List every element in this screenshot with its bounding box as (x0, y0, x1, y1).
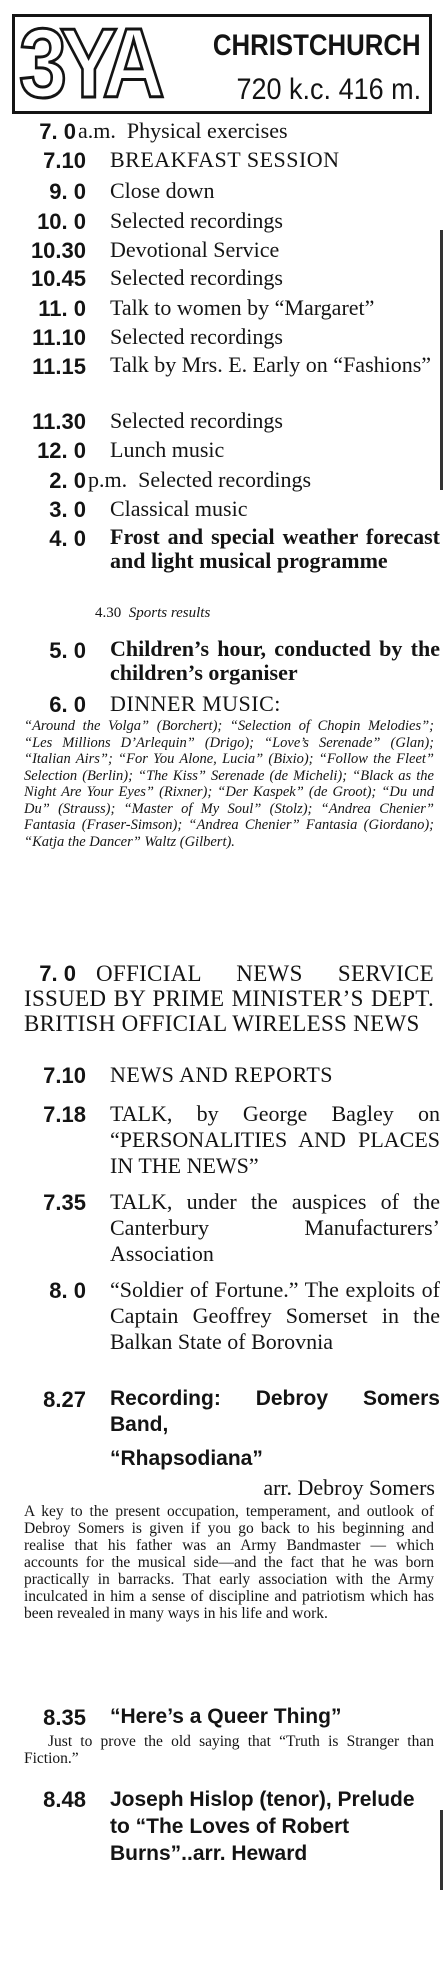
schedule-time: 7.10 (43, 1063, 86, 1088)
station-logo: 3YA (19, 8, 158, 118)
schedule-time: 5. 0 (49, 638, 86, 663)
schedule-time: 8. 0 (49, 1278, 86, 1303)
schedule-time: 2. 0 (49, 468, 86, 493)
feature-paragraph: A key to the present occupation, temperament, and outlook of Debroy Somers is given if you go back to his beginning and realise that his father was an Army Bandmaster — which accounts for the musical side—and the fact that he was born practically in barracks. That early association with the Army inculcated in him a sense of discipline and patriotism which has been revealed in many ways in his life and work. (24, 1503, 434, 1622)
station-frequency: 720 k.c. 416 m. (236, 73, 421, 106)
schedule-title: Talk to women by “Margaret” (110, 295, 375, 320)
schedule-title: Selected recordings (110, 208, 283, 233)
official-news-heading: OFFICIAL NEWS SERVICE ISSUED BY PRIME MINISTER’S DEPT. BRITISH OFFICIAL WIRELESS NEWS (24, 961, 434, 1036)
schedule-title: “Here’s a Queer Thing” (110, 1705, 342, 1728)
schedule-title: Frost and special weather forecast and light musical programme (110, 524, 440, 573)
schedule-time: 10.45 (30, 266, 86, 291)
piece-title: “Rhapsodiana” (110, 1447, 263, 1470)
schedule-time: 9. 0 (49, 179, 86, 204)
schedule-title: Selected recordings (110, 324, 283, 349)
schedule-title: Lunch music (110, 437, 225, 462)
schedule-title: “Soldier of Fortune.” The exploits of Captain Geoffrey Somerset in the Balkan State of Borovnia (110, 1277, 440, 1354)
schedule-title: Children’s hour, conducted by the children’s organiser (110, 636, 440, 685)
schedule-title: Close down (110, 178, 215, 203)
schedule-time: 8.48 (43, 1787, 86, 1812)
schedule-time: 7.35 (43, 1190, 86, 1215)
schedule-title: Physical exercises (126, 118, 288, 143)
schedule-title: Classical music (110, 496, 248, 521)
note-text: Sports results (128, 605, 211, 621)
schedule-title: NEWS AND REPORTS (110, 1062, 334, 1087)
dinner-music-list: “Around the Volga” (Borchert); “Selection of Chopin Melodies”; “Les Millions D’Arlequin” (Drigo); “Love’s Serenade” (Glan); “Italian Airs”; “For You Alone, Lucia” (Bixio); “Follow the Fleet” Selection (Berlin); “The Kiss” Serenade (de Micheli); “Black as the Night Are Your Eyes” (Rixner); “Der Kaspek” (de Groot); “Du und Du” (Strauss); “Master of My Soul” (Stolz); “Andrea Chenier” Fantasia (Fraser-Simson); “Andrea Chenier” Fantasia (Giordano); “Katja the Dancer” Waltz (Gilbert). (24, 718, 434, 850)
schedule-time: 4. 0 (49, 526, 86, 551)
schedule-title: TALK, by George Bagley on “PERSONALITIES AND PLACES IN THE NEWS” (110, 1101, 440, 1178)
schedule-time: 8.27 (43, 1387, 86, 1412)
schedule-time: 11.15 (32, 354, 86, 379)
schedule-time: 12. 0 (37, 438, 86, 463)
schedule-title: Devotional Service (110, 237, 280, 262)
schedule-title: Selected recordings (138, 467, 311, 492)
schedule-title: DINNER MUSIC: (110, 691, 281, 716)
schedule-time: 11.30 (32, 409, 86, 434)
schedule-title: Selected recordings (110, 265, 283, 290)
schedule-title: Joseph Hislop (tenor), Prelude to “The Loves of Robert Burns”..arr. Heward (110, 1788, 415, 1865)
schedule-title: Selected recordings (110, 408, 283, 433)
schedule-title: Recording: Debroy Somers Band, (110, 1387, 440, 1436)
station-name: CHRISTCHURCH (213, 29, 421, 62)
schedule-time: 11. 0 (38, 296, 86, 321)
schedule-time: 10. 0 (37, 209, 86, 234)
arranger-credit: arr. Debroy Somers (263, 1475, 435, 1500)
page-edge-rule (440, 230, 443, 490)
schedule-time: 7. 0 (39, 119, 76, 144)
note-time: 4.30 (95, 605, 122, 621)
time-suffix: a.m. (78, 118, 116, 143)
schedule-title: TALK, under the auspices of the Canterbury Manufacturers’ Association (110, 1189, 440, 1266)
schedule-note (95, 605, 210, 622)
schedule-time: 3. 0 (49, 497, 86, 522)
schedule-title: Talk by Mrs. E. Early on “Fashions” (110, 352, 432, 377)
page-edge-rule (440, 1810, 443, 1890)
schedule-time: 7.18 (43, 1102, 86, 1127)
schedule-time: 10.30 (30, 238, 86, 263)
schedule-time: 7.10 (43, 148, 86, 173)
station-masthead (12, 8, 432, 118)
schedule-title: BREAKFAST SESSION (110, 147, 340, 172)
schedule-time: 11.10 (32, 325, 86, 350)
schedule-time: 7. 0 (39, 961, 76, 986)
schedule-time: 8.35 (43, 1705, 86, 1730)
feature-paragraph: Just to prove the old saying that “Truth is Stranger than Fiction.” (24, 1733, 434, 1767)
time-suffix: p.m. (88, 467, 128, 492)
schedule-time: 6. 0 (49, 692, 86, 717)
